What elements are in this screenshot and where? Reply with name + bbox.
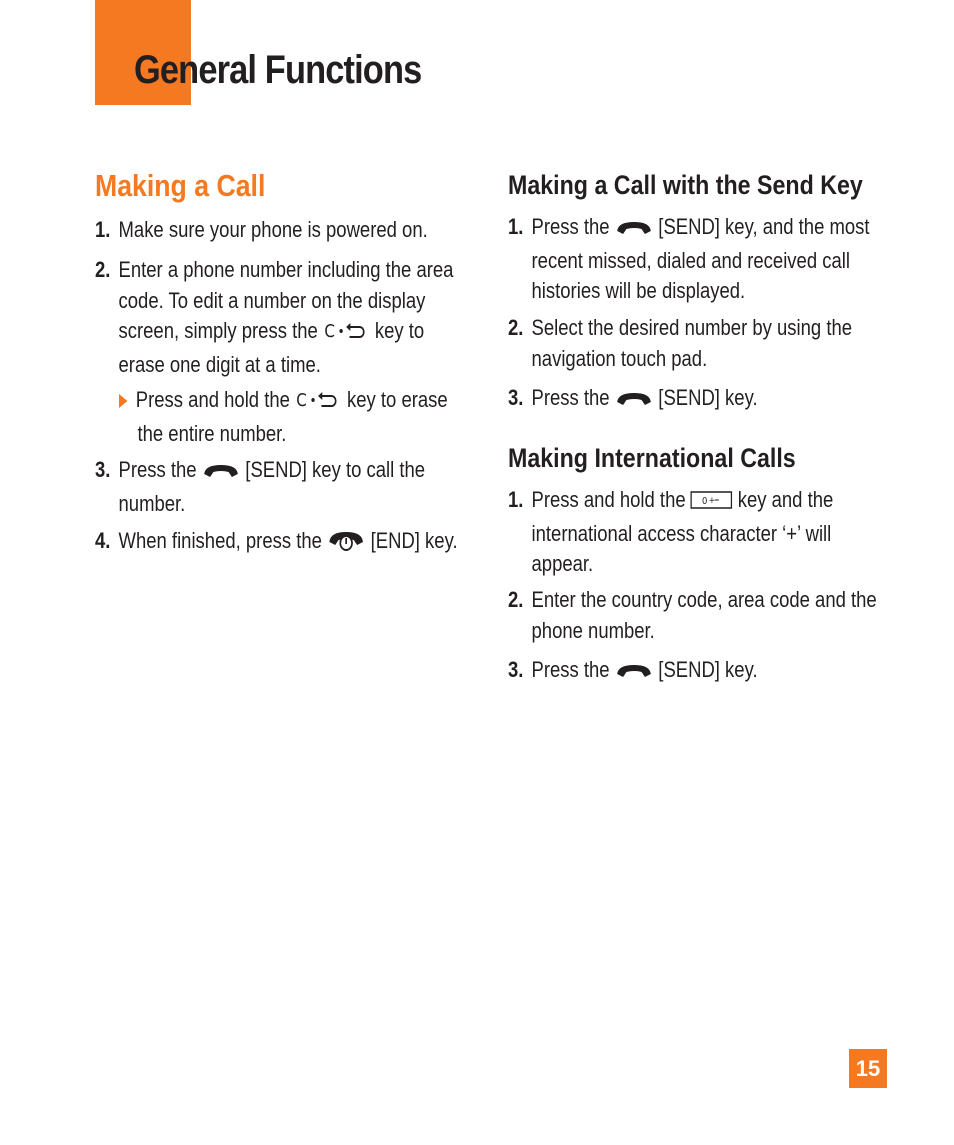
list-item: 4. When finished, press the [END] key.	[95, 526, 458, 560]
send-key-icon	[615, 215, 654, 246]
list-item: 2. Enter a phone number including the area code. To edit a number on the display screen, simply press the C key to erase one digit at a time.	[95, 257, 454, 377]
list-item: 3. Press the [SEND] key to call the number.	[95, 457, 426, 516]
page-number: 15	[849, 1049, 887, 1088]
international-calls-heading: Making International Calls	[508, 443, 796, 473]
send-key-icon	[202, 458, 241, 489]
send-key-icon	[615, 658, 654, 689]
list-item: 2. Enter the country code, area code and the phone number.	[508, 587, 877, 643]
list-item: 1. Press and hold the 0 + key and the international access character ‘+’ will appear.	[508, 487, 834, 576]
svg-text:C: C	[324, 321, 336, 341]
making-a-call-heading: Making a Call	[95, 168, 266, 203]
end-key-icon	[327, 529, 366, 560]
list-item: 1. Make sure your phone is powered on.	[95, 217, 428, 242]
list-item: 3. Press the [SEND] key.	[508, 383, 758, 417]
zero-plus-key-icon	[691, 488, 733, 519]
list-item: 3. Press the [SEND] key.	[508, 655, 758, 689]
clear-key-icon	[295, 388, 342, 419]
clear-key-icon	[323, 319, 370, 350]
send-key-heading: Making a Call with the Send Key	[508, 170, 863, 200]
sub-bullet: Press and hold the C key to erase the entire number.	[119, 385, 448, 449]
svg-text:0: 0	[702, 495, 708, 508]
send-key-icon	[615, 386, 654, 417]
svg-text:+: +	[709, 494, 716, 506]
svg-text:C: C	[296, 390, 308, 410]
list-item: 2. Select the desired number by using the navigation touch pad.	[508, 315, 853, 371]
bullet-triangle-icon	[119, 394, 127, 408]
page-title: General Functions	[134, 48, 422, 92]
list-item: 1. Press the [SEND] key, and the most recent missed, dialed and received call histories will be displayed.	[508, 214, 870, 303]
